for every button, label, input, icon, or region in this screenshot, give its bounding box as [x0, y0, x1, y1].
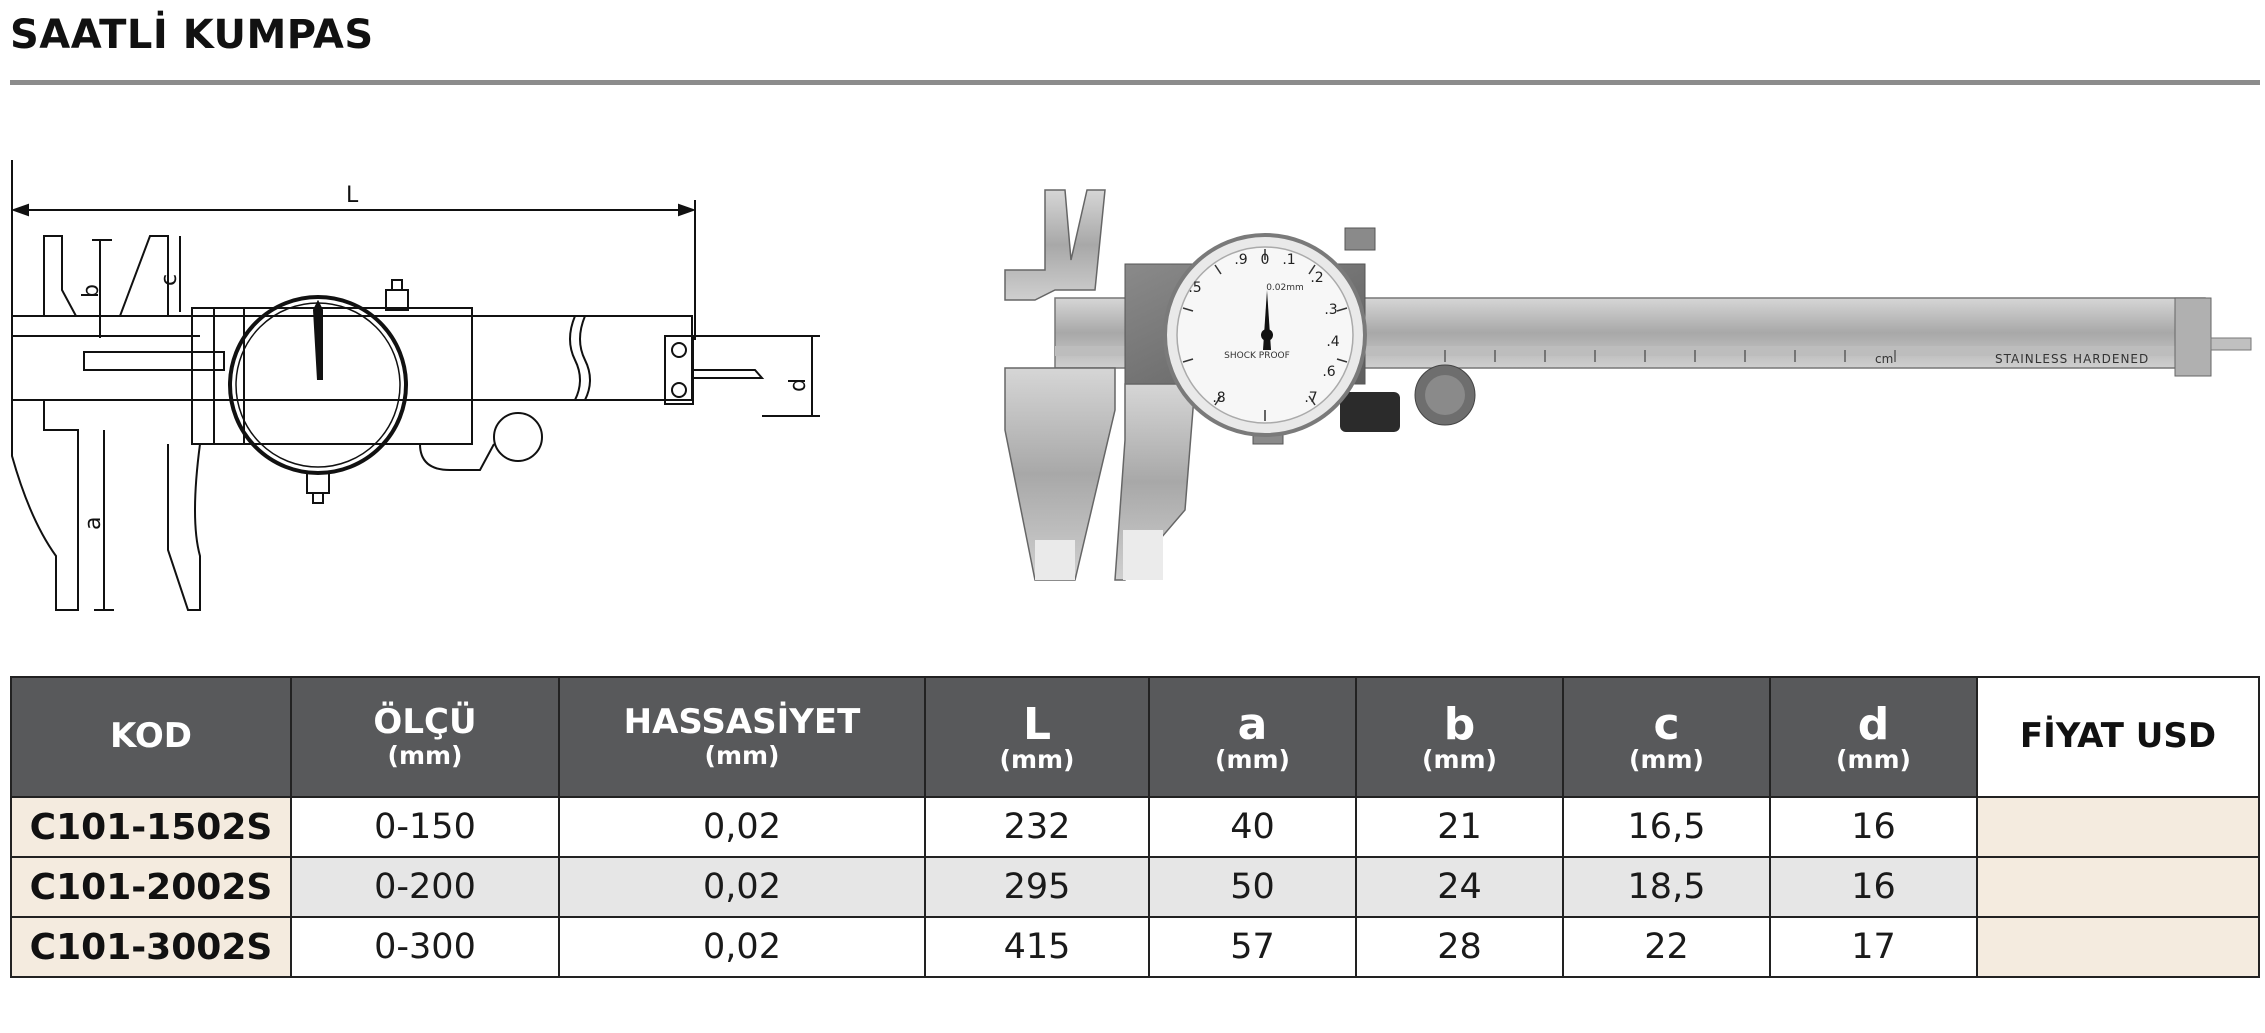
beam-engraving: STAINLESS HARDENED: [1995, 352, 2150, 366]
cell-olcu: 0-200: [291, 857, 559, 917]
table-row: [11, 917, 2259, 977]
page-title: SAATLİ KUMPAS: [10, 12, 374, 58]
table-row: [11, 797, 2259, 857]
dim-label-c: c: [157, 273, 182, 286]
spec-table: [10, 676, 2260, 978]
dial-mark: .6: [1322, 364, 1336, 380]
cell-c: 22: [1563, 917, 1770, 977]
header-b: b (mm): [1356, 677, 1563, 797]
cell-kod: C101-1502S: [11, 797, 291, 857]
cell-L: 415: [925, 917, 1149, 977]
scale-unit-label: cm: [1875, 352, 1894, 366]
cell-a: 40: [1149, 797, 1356, 857]
caliper-technical-drawing: [0, 140, 840, 620]
dial-resolution: 0.02mm: [1266, 283, 1304, 293]
cell-d: 16: [1770, 857, 1977, 917]
cell-hassasiyet: 0,02: [559, 797, 925, 857]
header-fiyat-usd: FİYAT USD: [1977, 677, 2259, 797]
dial-mark: .4: [1326, 334, 1340, 350]
header-a: a (mm): [1149, 677, 1356, 797]
cell-d: 16: [1770, 797, 1977, 857]
cell-c: 18,5: [1563, 857, 1770, 917]
cell-a: 57: [1149, 917, 1356, 977]
cell-olcu: 0-150: [291, 797, 559, 857]
cell-olcu: 0-300: [291, 917, 559, 977]
dim-label-d: d: [786, 378, 811, 392]
dim-label-a: a: [81, 516, 106, 530]
header-d: d (mm): [1770, 677, 1977, 797]
dial-mark: .1: [1282, 252, 1296, 268]
cell-d: 17: [1770, 917, 1977, 977]
header-olcu: ÖLÇÜ (mm): [291, 677, 559, 797]
cell-fiyat: [1977, 857, 2259, 917]
cell-a: 50: [1149, 857, 1356, 917]
table-row: [11, 857, 2259, 917]
title-divider: [10, 80, 2260, 85]
caliper-product-photo: [995, 180, 2255, 600]
cell-c: 16,5: [1563, 797, 1770, 857]
dial-mark: .9: [1234, 252, 1248, 268]
cell-b: 28: [1356, 917, 1563, 977]
cell-fiyat: [1977, 917, 2259, 977]
cell-hassasiyet: 0,02: [559, 857, 925, 917]
dial-mark: .8: [1212, 390, 1226, 406]
header-L: L (mm): [925, 677, 1149, 797]
cell-L: 295: [925, 857, 1149, 917]
table-header-row: [11, 677, 2259, 797]
header-hassasiyet: HASSASİYET (mm): [559, 677, 925, 797]
cell-kod: C101-2002S: [11, 857, 291, 917]
dial-mark: 0: [1260, 252, 1270, 268]
header-c: c (mm): [1563, 677, 1770, 797]
cell-b: 24: [1356, 857, 1563, 917]
dim-label-L: L: [346, 183, 359, 208]
cell-L: 232: [925, 797, 1149, 857]
header-kod: KOD: [11, 677, 291, 797]
dial-mark: .7: [1304, 390, 1318, 406]
cell-hassasiyet: 0,02: [559, 917, 925, 977]
cell-kod: C101-3002S: [11, 917, 291, 977]
dial-brand: SHOCK PROOF: [1224, 351, 1290, 361]
dim-label-b: b: [79, 284, 104, 298]
cell-b: 21: [1356, 797, 1563, 857]
dial-mark: .3: [1324, 302, 1338, 318]
dial-mark: .2: [1310, 270, 1324, 286]
cell-fiyat: [1977, 797, 2259, 857]
dial-mark: .5: [1188, 280, 1202, 296]
